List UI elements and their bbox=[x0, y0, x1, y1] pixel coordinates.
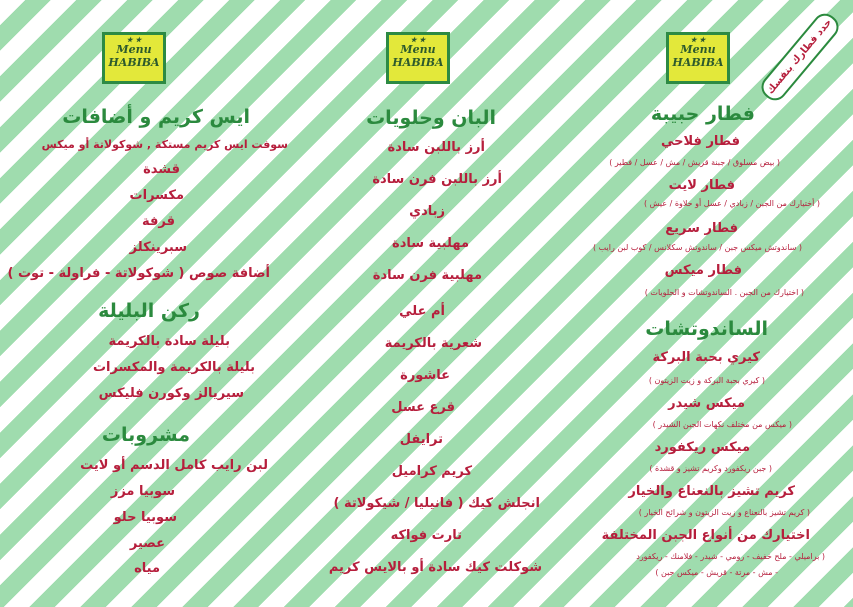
stars-icon: ★ ★ bbox=[410, 35, 426, 44]
menu-item: أرز باللبن فرن سادة bbox=[372, 172, 502, 187]
menu-item: بليلة بالكريمة والمكسرات bbox=[92, 360, 255, 375]
menu-item: أم علي bbox=[399, 304, 445, 319]
menu-item: قرفة bbox=[142, 214, 175, 229]
menu-item: ميكس شيدر bbox=[668, 396, 745, 411]
menu-item: سبرينكلز bbox=[129, 240, 187, 255]
menu-item: فطار ميكس bbox=[664, 263, 742, 278]
menu-item: بليلة سادة بالكريمة bbox=[108, 334, 230, 349]
section-title-sandwiches: الساندوتشات bbox=[645, 318, 768, 340]
menu-item: فطار لايت bbox=[668, 178, 735, 193]
menu-item: سوبيا حلو bbox=[113, 510, 177, 525]
menu-item: قرع عسل bbox=[391, 400, 455, 415]
logo-line2: HABIBA bbox=[108, 56, 160, 69]
section-title-belila: ركن البليلة bbox=[98, 300, 200, 322]
menu-item: فطار سريع bbox=[665, 221, 738, 236]
menu-item: عصير bbox=[129, 536, 165, 551]
menu-item: كريم تشيز بالنعناع والخيار bbox=[628, 484, 795, 499]
logo-line2: HABIBA bbox=[672, 56, 724, 69]
menu-item: اختيارك من أنواع الجبن المختلفة bbox=[601, 528, 810, 543]
menu-item: شعرية بالكريمة bbox=[384, 336, 482, 351]
menu-item: زبادي bbox=[409, 204, 445, 219]
menu-item-desc: ( بيض مسلوق / جبنة قريش / مش / عسل / فطير ) bbox=[609, 158, 780, 167]
menu-item: مكسرات bbox=[129, 188, 184, 203]
menu-item: انجلش كيك ( فانيليا / شيكولاتة ) bbox=[333, 496, 540, 511]
logo-line1: Menu bbox=[400, 43, 436, 56]
menu-item: عاشورة bbox=[400, 368, 450, 383]
menu-item: سوفت ايس كريم مستكة , شوكولاتة أو ميكس bbox=[41, 138, 288, 151]
menu-item: كريم كراميل bbox=[391, 464, 472, 479]
menu-item: فطار فلاحي bbox=[661, 134, 740, 149]
right-column bbox=[570, 0, 840, 607]
menu-item: كيري بحبة البركة bbox=[652, 350, 760, 365]
menu-item-desc: - مش - مرتة - قريش - ميكس جبن ) bbox=[655, 568, 778, 577]
stars-icon: ★ ★ bbox=[126, 35, 142, 44]
menu-item-desc: ( اختيارك من الجبن . الساندوتشات و الحلويات ) bbox=[644, 288, 804, 297]
logo-line1: Menu bbox=[680, 43, 716, 56]
menu-item: تارت فواكه bbox=[390, 528, 462, 543]
stamp-badge: حدد فطارك بنفسك bbox=[757, 9, 844, 105]
menu-item: أضافة صوص ( شوكولاتة - فراولة - توت ) bbox=[7, 266, 270, 281]
menu-item: مياه bbox=[134, 561, 160, 576]
left-column bbox=[7, 0, 290, 607]
menu-item: لبن رايب كامل الدسم أو لايت bbox=[80, 458, 268, 473]
middle-column bbox=[300, 0, 560, 607]
menu-item: سيريالز وكورن فليكس bbox=[98, 386, 244, 401]
menu-item-desc: ( براميلي - ملح خفيف - رومي - شيدر - فلامنك - ريكفورد bbox=[636, 552, 825, 561]
menu-item-desc: ( جبن ريكفورد وكريم تشيز و قشدة ) bbox=[649, 464, 772, 473]
section-title-desserts: البان وحلويات bbox=[366, 107, 496, 129]
menu-item-desc: ( ساندوتش ميكس جبن / ساندوتش سكلانس / كوب لبن رايب ) bbox=[593, 243, 802, 252]
menu-item-desc: ( كريم تشيز بالنعناع و زيت الزيتون و شرائح الخيار ) bbox=[638, 508, 810, 517]
menu-item-desc: ( أختيارك من الجبن / زبادي / عسل أو حلاوة / عيش ) bbox=[643, 199, 820, 208]
menu-item: ميكس ريكفورد bbox=[654, 440, 750, 455]
menu-item: أرز باللبن سادة bbox=[387, 140, 485, 155]
stars-icon: ★ ★ bbox=[690, 35, 706, 44]
section-title-icecream: ايس كريم و أضافات bbox=[62, 106, 250, 128]
menu-item: مهلبية سادة bbox=[392, 236, 469, 251]
menu-item: مهلبية فرن سادة bbox=[372, 268, 482, 283]
logo-line1: Menu bbox=[116, 43, 152, 56]
menu-item-desc: ( ميكس من مختلف نكهات الجبن الشيدر ) bbox=[652, 420, 792, 429]
menu-item: سوبيا مزز bbox=[110, 484, 175, 499]
menu-item-desc: ( كيري بحبة البركة و زيت الزيتون ) bbox=[648, 376, 765, 385]
section-title-drinks: مشروبات bbox=[101, 424, 190, 446]
logo-line2: HABIBA bbox=[392, 56, 444, 69]
section-title-breakfast: فطار حبيبة bbox=[650, 103, 755, 125]
menu-item: شوكلت كيك سادة أو بالايس كريم bbox=[328, 560, 542, 575]
menu-item: قشدة bbox=[143, 162, 180, 177]
menu-item: ترايفل bbox=[399, 432, 443, 447]
